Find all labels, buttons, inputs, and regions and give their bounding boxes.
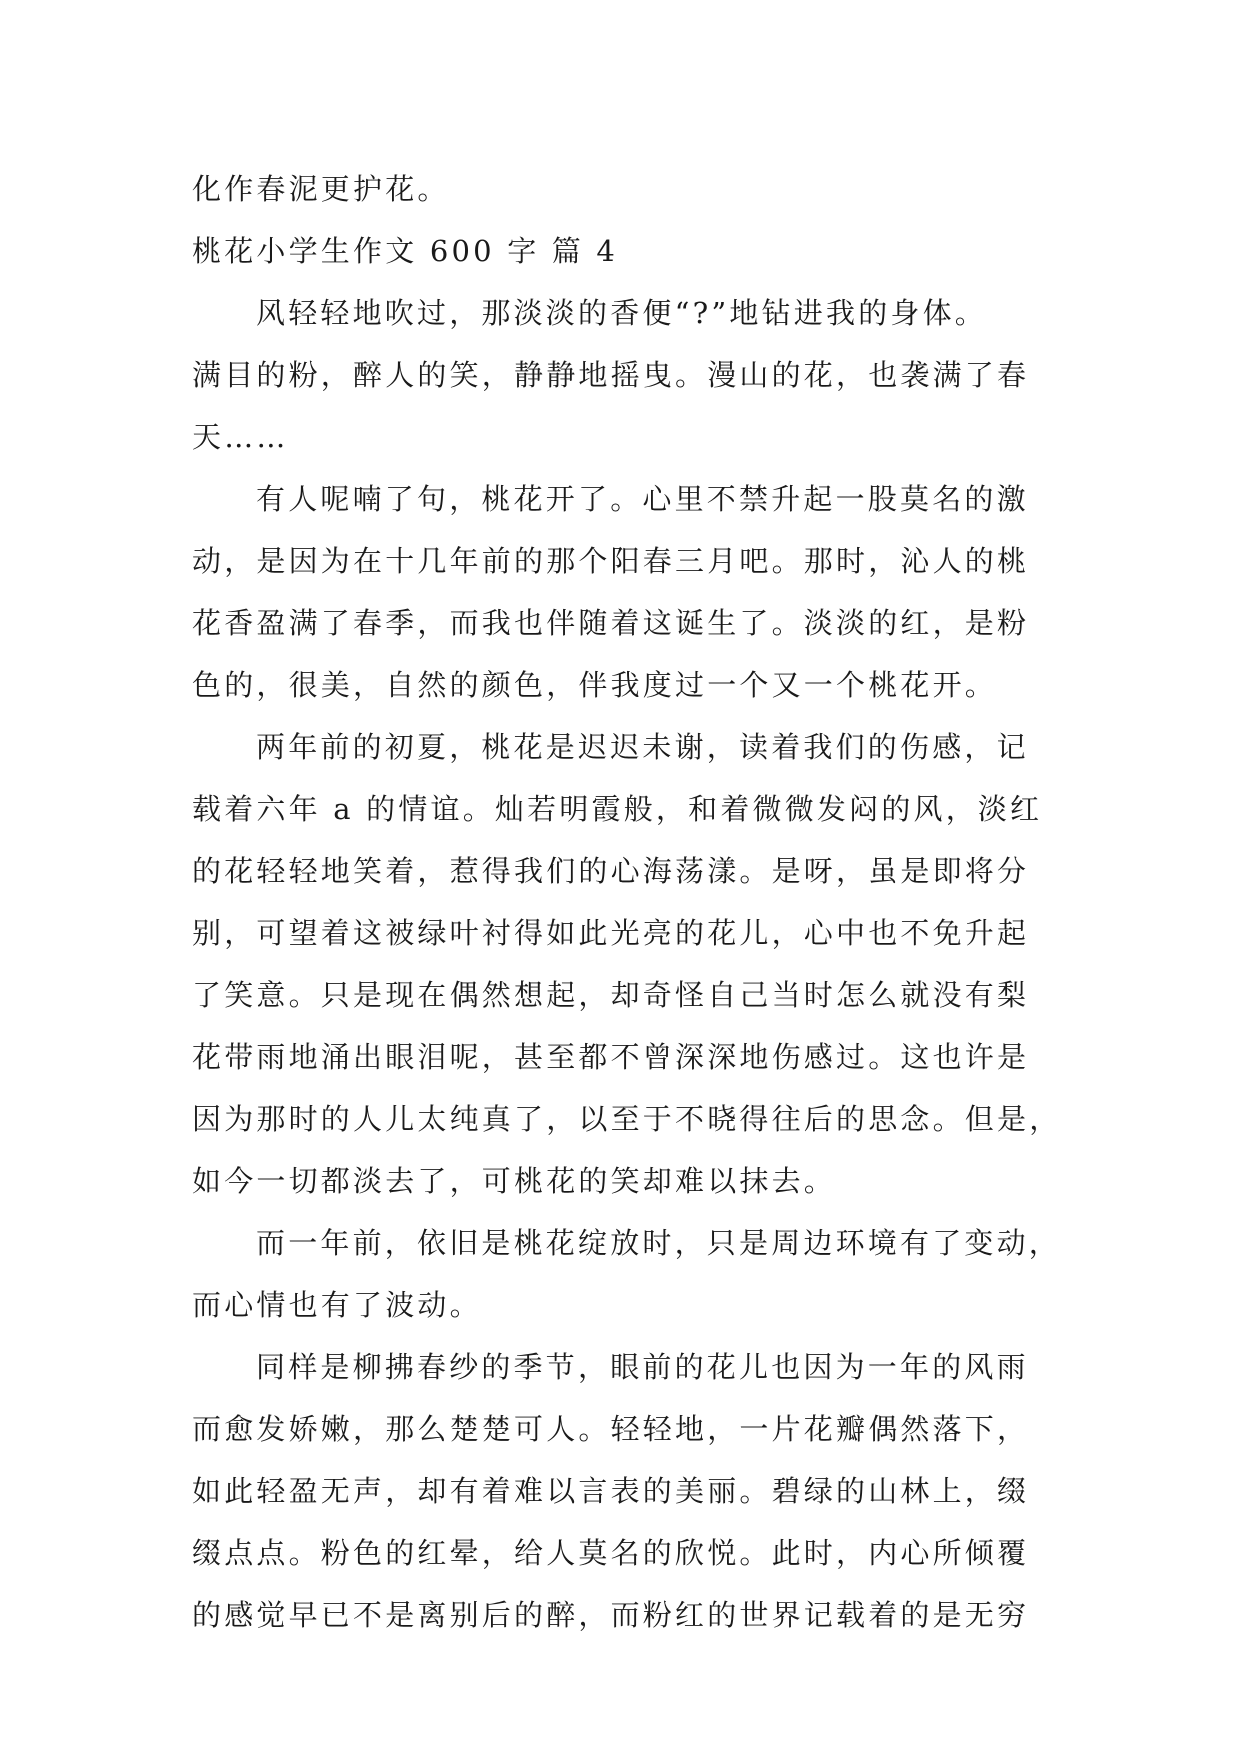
text-line: 载着六年 a 的情谊。灿若明霞般，和着微微发闷的风，淡红 xyxy=(192,792,1043,826)
text-line: 因为那时的人儿太纯真了，以至于不晓得往后的思念。但是， xyxy=(192,1102,1062,1136)
text-line: 风轻轻地吹过，那淡淡的香便“?”地钻进我的身体。 xyxy=(256,296,988,330)
text-line: 的感觉早已不是离别后的醉，而粉红的世界记载着的是无穷 xyxy=(192,1598,1030,1632)
text-line: 动，是因为在十几年前的那个阳春三月吧。那时，沁人的桃 xyxy=(192,544,1030,578)
text-line: 花香盈满了春季，而我也伴随着这诞生了。淡淡的红，是粉 xyxy=(192,606,1030,640)
text-line: 色的，很美，自然的颜色，伴我度过一个又一个桃花开。 xyxy=(192,668,998,702)
section-title: 桃花小学生作文 600 字 篇 4 xyxy=(192,234,619,268)
text-line: 化作春泥更护花。 xyxy=(192,172,450,206)
text-line: 如今一切都淡去了，可桃花的笑却难以抹去。 xyxy=(192,1164,837,1198)
text-line: 了笑意。只是现在偶然想起，却奇怪自己当时怎么就没有梨 xyxy=(192,978,1030,1012)
text-line: 而愈发娇嫩，那么楚楚可人。轻轻地，一片花瓣偶然落下， xyxy=(192,1412,1030,1446)
text-line: 别，可望着这被绿叶衬得如此光亮的花儿，心中也不免升起 xyxy=(192,916,1030,950)
text-line: 花带雨地涌出眼泪呢，甚至都不曾深深地伤感过。这也许是 xyxy=(192,1040,1030,1074)
text-line: 如此轻盈无声，却有着难以言表的美丽。碧绿的山林上，缀 xyxy=(192,1474,1030,1508)
text-line: 的花轻轻地笑着，惹得我们的心海荡漾。是呀，虽是即将分 xyxy=(192,854,1030,888)
document-body xyxy=(192,158,1062,1646)
text-line: 同样是柳拂春纱的季节，眼前的花儿也因为一年的风雨 xyxy=(256,1350,1029,1384)
text-line: 缀点点。粉色的红晕，给人莫名的欣悦。此时，内心所倾覆 xyxy=(192,1536,1030,1570)
text-line: 天…… xyxy=(192,420,289,454)
text-line: 而心情也有了波动。 xyxy=(192,1288,482,1322)
text-line: 两年前的初夏，桃花是迟迟未谢，读着我们的伤感，记 xyxy=(256,730,1029,764)
text-line: 满目的粉，醉人的笑，静静地摇曳。漫山的花，也袭满了春 xyxy=(192,358,1030,392)
text-line: 而一年前，依旧是桃花绽放时，只是周边环境有了变动， xyxy=(256,1226,1062,1260)
text-line: 有人呢喃了句，桃花开了。心里不禁升起一股莫名的激 xyxy=(256,482,1029,516)
